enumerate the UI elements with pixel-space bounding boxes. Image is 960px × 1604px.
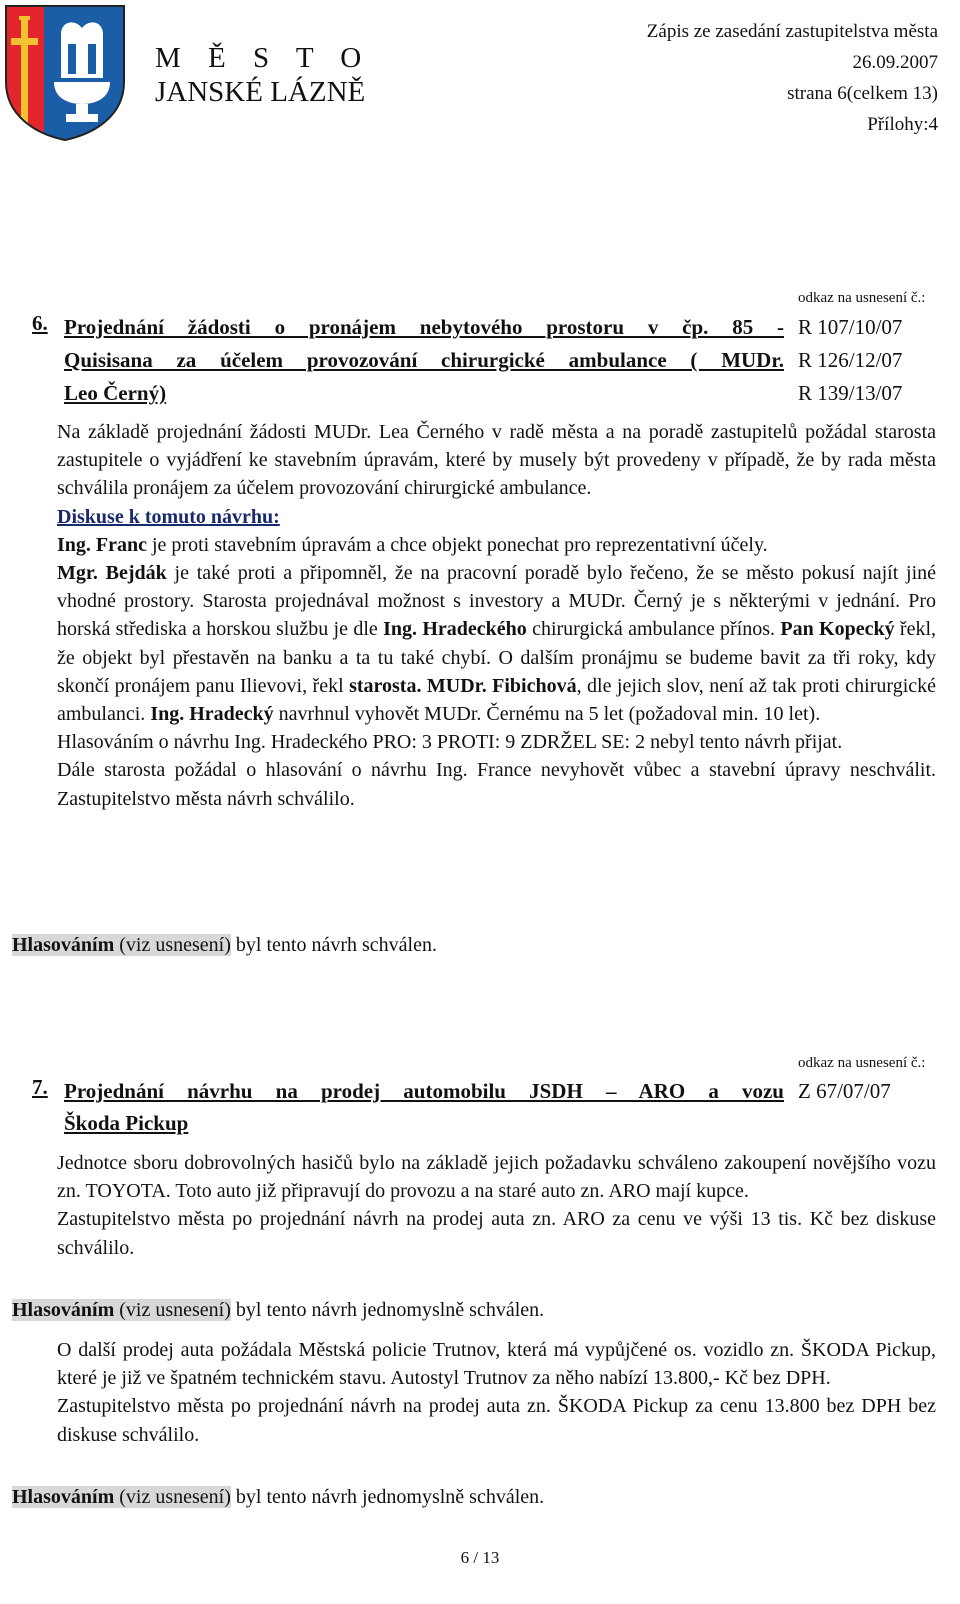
resolution-ref-label: odkaz na usnesení č.: (798, 290, 926, 306)
paragraph: Zastupitelstvo města po projednání návrh na prodej auta zn. ŠKODA Pickup za cenu 13.800 bez DPH bez diskuse schválilo. (57, 1395, 936, 1446)
resolution-ref: Z 67/07/07 (798, 1079, 891, 1103)
resolution-ref: R 126/12/07 (798, 348, 903, 372)
document-meta (647, 16, 938, 140)
section-number: 7. (32, 1075, 48, 1099)
vote-result: Hlasováním (viz usnesení) byl tento návrh jednomyslně schválen. (12, 1486, 545, 1508)
section-body (57, 1336, 936, 1449)
paragraph: Mgr. Bejdák je také proti a připomněl, že na pracovní poradě bylo řečeno, že se město pokusí najít jiné vhodné prostory. Starosta projednával možnost s investory a MUDr. Černý je s některými v jednání. Pro horská střediska a horskou službu je dle Ing. Hradeckého chirurgická ambulance přínos. Pan Kopecký řekl, že objekt byl přestavěn na banku a ta tu také chybí. O dalším pronájmu se budeme bavit za tři roky, kdy skončí pronájem panu Ilievovi, řekl starosta. MUDr. Fibichová, dle jejich slov, není až tak proti chirurgické ambulanci. Ing. Hradecký navrhnul vyhovět MUDr. Černému na 5 let (požadoval min. 10 let). (57, 562, 937, 726)
resolution-ref: R 139/13/07 (798, 381, 903, 405)
section-title-line: Škoda Pickup (64, 1111, 189, 1135)
paragraph: Jednotce sboru dobrovolných hasičů bylo na základě jejich požadavku schváleno zakoupení novějšího vozu zn. TOYOTA. Toto auto již připravují do provozu a na staré auto zn. ARO mají kupce. (57, 1152, 936, 1203)
resolution-ref: R 107/10/07 (798, 315, 903, 339)
paragraph: Dále starosta požádal o hlasování o návrhu Ing. France nevyhovět vůbec a stavební úpravy neschválit. Zastupitelstvo města návrh schválilo. (57, 759, 936, 810)
section-title-line: Leo Černý) (64, 381, 167, 405)
town-name-line2: JANSKÉ LÁZNĚ (155, 76, 366, 108)
paragraph: Zastupitelstvo města po projednání návrh na prodej auta zn. ARO za cenu ve výši 13 tis. Kč bez diskuse schválilo. (57, 1208, 936, 1259)
town-name-line1: M Ě S T O (155, 42, 372, 74)
section-body (57, 1149, 936, 1262)
attachments-count: Přílohy:4 (867, 114, 938, 135)
page-info: strana 6(celkem 13) (787, 83, 938, 104)
paragraph: Na základě projednání žádosti MUDr. Lea Černého v radě města a na poradě zastupitelů požádal starosta zastupitele o vyjádření ke stavebním úpravám, které by musely být provedeny v případě, že by rada města schválila pronájem za účelem provozování chirurgické ambulance. (57, 421, 936, 500)
paragraph: Hlasováním o návrhu Ing. Hradeckého PRO: 3 PROTI: 9 ZDRŽEL SE: 2 nebyl tento návrh přijat. (57, 731, 843, 754)
paragraph: Ing. Franc je proti stavebním úpravám a chce objekt ponechat pro reprezentativní účely. (57, 533, 768, 556)
page-number: 6 / 13 (460, 1548, 500, 1567)
section-number: 6. (32, 311, 48, 335)
vote-result: Hlasováním (viz usnesení) byl tento návrh schválen. (12, 934, 437, 956)
discussion-heading: Diskuse k tomuto návrhu: (57, 505, 280, 528)
paragraph: O další prodej auta požádala Městská policie Trutnov, která má vypůjčené os. vozidlo zn. ŠKODA Pickup, které je již ve špatném technickém stavu. Autostyl Trutnov za něho nabízí 13.800,- Kč bez DPH. (57, 1339, 936, 1390)
section-title-line: Projednání žádosti o pronájem nebytového prostoru v čp. 85 - (64, 315, 784, 339)
vote-result: Hlasováním (viz usnesení) byl tento návrh jednomyslně schválen. (12, 1299, 545, 1321)
document-title: Zápis ze zasedání zastupitelstva města (646, 21, 938, 42)
town-coat-of-arms (4, 4, 126, 142)
section-body (57, 418, 936, 813)
section-title-line: Projednání návrhu na prodej automobilu JSDH – ARO a vozu (64, 1079, 784, 1103)
section-title-line: Quisisana za účelem provozování chirurgické ambulance ( MUDr. (64, 348, 784, 372)
resolution-ref-label: odkaz na usnesení č.: (798, 1055, 926, 1071)
meeting-date: 26.09.2007 (852, 52, 938, 73)
